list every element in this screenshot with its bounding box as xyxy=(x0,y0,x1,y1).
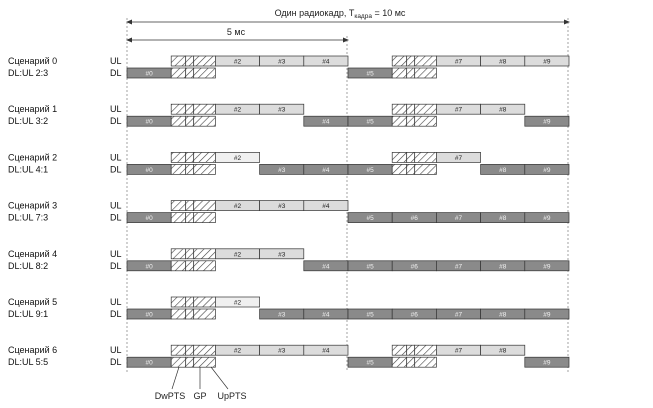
subframe-label: #2 xyxy=(233,106,242,114)
special-gp-ul xyxy=(186,249,194,259)
subframe-label: #6 xyxy=(410,215,418,223)
special-dwpts-dl xyxy=(171,357,186,367)
subframe-label: #8 xyxy=(499,58,507,66)
special-gp-dl xyxy=(186,116,194,126)
subframe-label: #8 xyxy=(499,263,507,271)
ul-row-label: UL xyxy=(110,345,122,356)
subframe-label: #3 xyxy=(278,106,286,114)
scenario-ratio: DL:UL 3:2 xyxy=(8,116,49,127)
special-gp-ul xyxy=(186,201,194,211)
special-dwpts-dl xyxy=(171,116,186,126)
scenario-3 xyxy=(8,201,569,223)
special-dwpts-ul xyxy=(392,345,407,355)
special-gp-dl xyxy=(407,68,415,78)
subframe-label: #0 xyxy=(145,359,153,367)
special-uppts-ul xyxy=(194,345,216,355)
subframe-label: #5 xyxy=(366,263,374,271)
subframe-label: #6 xyxy=(410,263,418,271)
special-uppts-dl xyxy=(194,68,216,78)
special-uppts-ul xyxy=(194,56,216,66)
subframe-label: #0 xyxy=(145,311,153,319)
scenario-6 xyxy=(8,345,569,367)
special-uppts-dl xyxy=(194,357,216,367)
dl-row-label: DL xyxy=(110,68,122,78)
special-dwpts-dl xyxy=(171,261,186,271)
subframe-label: #0 xyxy=(145,118,153,126)
special-gp-dl xyxy=(186,261,194,271)
special-dwpts-ul xyxy=(171,152,186,162)
special-uppts-ul xyxy=(194,152,216,162)
special-dwpts-dl xyxy=(392,164,407,174)
subframe-label: #9 xyxy=(543,359,551,367)
subframe-label: #5 xyxy=(366,118,374,126)
frame-title-subscript: кадра xyxy=(354,13,372,20)
scenario-2 xyxy=(8,152,569,174)
subframe-label: #7 xyxy=(454,347,463,355)
special-gp-dl xyxy=(186,213,194,223)
dl-row-label: DL xyxy=(110,212,122,223)
dl-row-label: DL xyxy=(110,260,122,271)
ul-row-label: UL xyxy=(110,297,122,307)
gp-label: GP xyxy=(193,391,207,401)
ul-row-label: UL xyxy=(110,248,122,259)
subframe-label: #7 xyxy=(454,106,463,114)
special-uppts-ul xyxy=(415,56,437,66)
special-uppts-dl xyxy=(194,116,216,126)
special-uppts-ul xyxy=(415,345,437,355)
special-dwpts-dl xyxy=(392,357,407,367)
special-gp-ul xyxy=(186,345,194,355)
scenarios xyxy=(8,56,569,367)
special-uppts-ul xyxy=(194,297,216,307)
subframe-label: #3 xyxy=(278,58,286,66)
subframe-label: #7 xyxy=(454,58,463,66)
subframe-label: #5 xyxy=(366,359,374,367)
dwpts-pointer xyxy=(172,367,179,389)
special-gp-ul xyxy=(186,104,194,114)
special-dwpts-ul xyxy=(171,249,186,259)
special-dwpts-ul xyxy=(171,297,186,307)
subframe-label: #4 xyxy=(322,347,330,355)
special-dwpts-ul xyxy=(392,152,407,162)
subframe-label: #7 xyxy=(454,154,463,162)
subframe-label: #4 xyxy=(322,166,330,174)
subframe-label: #4 xyxy=(322,263,330,271)
special-uppts-ul xyxy=(194,249,216,259)
special-uppts-dl xyxy=(415,68,437,78)
dwpts-label: DwPTS xyxy=(154,391,186,401)
special-gp-dl xyxy=(407,357,415,367)
subframe-label: #8 xyxy=(499,106,507,114)
special-gp-dl xyxy=(407,164,415,174)
scenario-ratio: DL:UL 7:3 xyxy=(8,212,49,223)
special-dwpts-dl xyxy=(171,213,186,223)
scenario-ratio: DL:UL 2:3 xyxy=(8,68,49,78)
frame-title: Один радиокадр, $T_{кадра} = 10$ мс xyxy=(274,8,406,20)
scenario-name: Сценарий 3 xyxy=(8,200,58,211)
scenario-name: Сценарий 4 xyxy=(8,248,58,259)
special-dwpts-dl xyxy=(171,68,186,78)
uppts-pointer xyxy=(211,367,228,389)
scenario-ratio: DL:UL 9:1 xyxy=(8,309,49,319)
special-dwpts-ul xyxy=(392,104,407,114)
subframe-label: #4 xyxy=(322,203,330,211)
special-gp-ul xyxy=(186,56,194,66)
subframe-label: #2 xyxy=(233,299,242,307)
scenario-name: Сценарий 6 xyxy=(8,345,58,356)
subframe-label: #5 xyxy=(366,311,374,319)
scenario-ratio: DL:UL 8:2 xyxy=(8,260,49,271)
dl-row-label: DL xyxy=(110,309,122,319)
subframe-label: #3 xyxy=(278,166,286,174)
special-gp-dl xyxy=(186,357,194,367)
subframe-label: #2 xyxy=(233,58,242,66)
special-uppts-dl xyxy=(194,261,216,271)
subframe-label: #9 xyxy=(543,118,551,126)
subframe-label: #8 xyxy=(499,311,507,319)
subframe-label: #9 xyxy=(543,263,551,271)
subframe-label: #6 xyxy=(410,311,418,319)
special-dwpts-ul xyxy=(171,56,186,66)
subframe-label: #2 xyxy=(233,154,242,162)
special-uppts-dl xyxy=(415,164,437,174)
special-dwpts-dl xyxy=(171,309,186,319)
subframe-label: #0 xyxy=(145,215,153,223)
subframe-label: #2 xyxy=(233,347,242,355)
subframe-label: #7 xyxy=(454,311,463,319)
special-dwpts-ul xyxy=(171,104,186,114)
scenario-4 xyxy=(8,249,569,271)
special-dwpts-ul xyxy=(171,201,186,211)
subframe-label: #5 xyxy=(366,70,374,78)
scenario-5 xyxy=(8,297,569,319)
subframe-label: #9 xyxy=(543,311,551,319)
subframe-label: #5 xyxy=(366,166,374,174)
special-uppts-dl xyxy=(415,357,437,367)
scenario-1 xyxy=(8,104,569,126)
subframe-label: #4 xyxy=(322,118,330,126)
subframe-label: #5 xyxy=(366,215,374,223)
special-dwpts-dl xyxy=(171,164,186,174)
special-uppts-ul xyxy=(415,104,437,114)
subframe-label: #9 xyxy=(543,58,551,66)
scenario-ratio: DL:UL 5:5 xyxy=(8,357,49,368)
special-uppts-ul xyxy=(194,104,216,114)
subframe-label: #8 xyxy=(499,347,507,355)
special-uppts-dl xyxy=(415,116,437,126)
special-gp-ul xyxy=(407,345,415,355)
special-gp-dl xyxy=(186,164,194,174)
special-gp-ul xyxy=(407,152,415,162)
subframe-label: #3 xyxy=(278,203,286,211)
special-gp-dl xyxy=(186,309,194,319)
special-dwpts-dl xyxy=(392,68,407,78)
special-dwpts-dl xyxy=(392,116,407,126)
ul-row-label: UL xyxy=(110,104,122,115)
subframe-label: #8 xyxy=(499,166,507,174)
special-dwpts-ul xyxy=(171,345,186,355)
special-uppts-ul xyxy=(415,152,437,162)
frame-arrow-right-head xyxy=(564,20,570,25)
special-gp-dl xyxy=(186,68,194,78)
special-subframe-legend xyxy=(155,367,247,401)
half-frame-arrow-right-head xyxy=(343,38,349,43)
subframe-label: #9 xyxy=(543,166,551,174)
special-gp-dl xyxy=(407,116,415,126)
dl-row-label: DL xyxy=(110,357,122,368)
subframe-label: #4 xyxy=(322,58,330,66)
scenario-name: Сценарий 5 xyxy=(8,297,58,307)
ul-row-label: UL xyxy=(110,152,122,163)
subframe-label: #3 xyxy=(278,311,286,319)
dl-row-label: DL xyxy=(110,164,122,175)
special-gp-ul xyxy=(407,104,415,114)
special-uppts-dl xyxy=(194,213,216,223)
subframe-label: #7 xyxy=(454,263,463,271)
special-gp-ul xyxy=(407,56,415,66)
scenario-name: Сценарий 1 xyxy=(8,104,58,115)
subframe-label: #3 xyxy=(278,251,286,259)
subframe-label: #9 xyxy=(543,215,551,223)
scenario-name: Сценарий 2 xyxy=(8,152,58,163)
subframe-label: #7 xyxy=(454,215,463,223)
uppts-label: UpPTS xyxy=(217,391,247,401)
subframe-label: #0 xyxy=(145,166,153,174)
subframe-label: #0 xyxy=(145,70,153,78)
special-uppts-dl xyxy=(194,309,216,319)
subframe-label: #8 xyxy=(499,215,507,223)
special-gp-ul xyxy=(186,152,194,162)
special-dwpts-ul xyxy=(392,56,407,66)
subframe-label: #0 xyxy=(145,263,153,271)
subframe-label: #2 xyxy=(233,203,242,211)
scenario-name: Сценарий 0 xyxy=(8,56,58,66)
dl-row-label: DL xyxy=(110,116,122,127)
subframe-label: #3 xyxy=(278,347,286,355)
special-uppts-dl xyxy=(194,164,216,174)
special-uppts-ul xyxy=(194,201,216,211)
subframe-label: #4 xyxy=(322,311,330,319)
ul-row-label: UL xyxy=(110,200,122,211)
ul-row-label: UL xyxy=(110,56,122,66)
special-gp-ul xyxy=(186,297,194,307)
scenario-ratio: DL:UL 4:1 xyxy=(8,164,49,175)
scenario-0 xyxy=(8,56,569,78)
half-frame-label: 5 мс xyxy=(226,27,246,37)
subframe-label: #2 xyxy=(233,251,242,259)
